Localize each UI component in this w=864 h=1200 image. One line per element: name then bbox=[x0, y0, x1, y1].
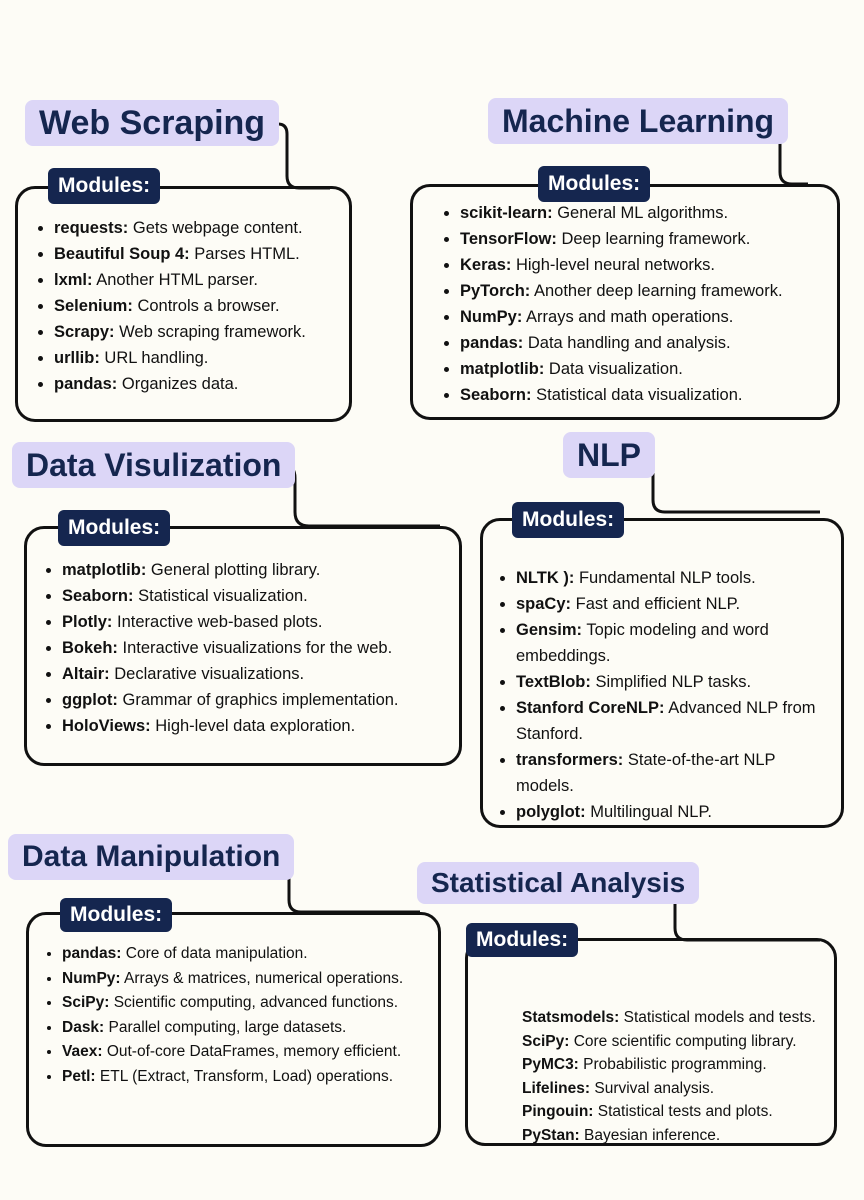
list-item: • scikit-learn: General ML algorithms. bbox=[460, 200, 850, 226]
data-visualization-modules-badge: Modules: bbox=[58, 510, 170, 546]
list-item: • lxml: Another HTML parser. bbox=[54, 267, 364, 293]
data-manipulation-modules-badge: Modules: bbox=[60, 898, 172, 932]
list-item: Pingouin: Statistical tests and plots. bbox=[522, 1103, 773, 1120]
web-scraping-title: Web Scraping bbox=[25, 100, 279, 146]
list-item: • Dask: Parallel computing, large datasets. bbox=[62, 1016, 452, 1041]
list-item: • Beautiful Soup 4: Parses HTML. bbox=[54, 241, 364, 267]
list-item: • Stanford CoreNLP: Advanced NLP from Stanford. bbox=[516, 695, 836, 747]
list-item: • SciPy: Scientific computing, advanced functions. bbox=[62, 991, 452, 1016]
list-item: • matplotlib: General plotting library. bbox=[62, 557, 472, 583]
data-visualization-title: Data Visulization bbox=[12, 442, 295, 488]
list-item: • Vaex: Out-of-core DataFrames, memory efficient. bbox=[62, 1040, 452, 1065]
data-manipulation-module-list bbox=[44, 942, 452, 1089]
list-item: • NumPy: Arrays & matrices, numerical operations. bbox=[62, 967, 452, 992]
list-item: • pandas: Core of data manipulation. bbox=[62, 942, 452, 967]
list-item: • NLTK ): Fundamental NLP tools. bbox=[516, 565, 836, 591]
list-item: • matplotlib: Data visualization. bbox=[460, 356, 850, 382]
data-visualization-module-list bbox=[44, 557, 472, 739]
list-item: • TextBlob: Simplified NLP tasks. bbox=[516, 669, 836, 695]
list-item: • pandas: Organizes data. bbox=[54, 371, 364, 397]
list-item: • ggplot: Grammar of graphics implementation. bbox=[62, 687, 472, 713]
list-item: • Seaborn: Statistical data visualization. bbox=[460, 382, 850, 408]
web-scraping-modules-badge: Modules: bbox=[48, 168, 160, 204]
nlp-module-list bbox=[498, 565, 836, 825]
list-item: • Scrapy: Web scraping framework. bbox=[54, 319, 364, 345]
list-item: • HoloViews: High-level data exploration. bbox=[62, 713, 472, 739]
statistical-analysis-module-list bbox=[522, 1006, 832, 1147]
list-item: Lifelines: Survival analysis. bbox=[522, 1079, 715, 1097]
web-scraping-module-list bbox=[36, 215, 364, 397]
list-item: • NumPy: Arrays and math operations. bbox=[460, 304, 850, 330]
statistical-analysis-title: Statistical Analysis bbox=[417, 862, 699, 904]
list-item: Statsmodels: Statistical models and tests. bbox=[522, 1009, 816, 1026]
list-item: • Petl: ETL (Extract, Transform, Load) operations. bbox=[62, 1065, 452, 1090]
list-item: • urllib: URL handling. bbox=[54, 345, 364, 371]
list-item: PyStan: Bayesian inference. bbox=[522, 1126, 721, 1144]
list-item: • TensorFlow: Deep learning framework. bbox=[460, 226, 850, 252]
list-item: • polyglot: Multilingual NLP. bbox=[516, 799, 836, 825]
list-item: • spaCy: Fast and efficient NLP. bbox=[516, 591, 836, 617]
machine-learning-module-list bbox=[442, 200, 850, 408]
list-item: • Bokeh: Interactive visualizations for the web. bbox=[62, 635, 472, 661]
list-item: • transformers: State-of-the-art NLP models. bbox=[516, 747, 836, 799]
list-item: • Selenium: Controls a browser. bbox=[54, 293, 364, 319]
statistical-analysis-modules-badge: Modules: bbox=[466, 923, 578, 957]
list-item: • Plotly: Interactive web-based plots. bbox=[62, 609, 472, 635]
list-item: SciPy: Core scientific computing library. bbox=[522, 1032, 797, 1050]
list-item: • pandas: Data handling and analysis. bbox=[460, 330, 850, 356]
list-item: • requests: Gets webpage content. bbox=[54, 215, 364, 241]
nlp-modules-badge: Modules: bbox=[512, 502, 624, 538]
list-item: • Altair: Declarative visualizations. bbox=[62, 661, 472, 687]
data-manipulation-title: Data Manipulation bbox=[8, 834, 294, 880]
list-item: • Seaborn: Statistical visualization. bbox=[62, 583, 472, 609]
nlp-title: NLP bbox=[563, 432, 655, 478]
list-item: • PyTorch: Another deep learning framework. bbox=[460, 278, 850, 304]
list-item: • Keras: High-level neural networks. bbox=[460, 252, 850, 278]
machine-learning-modules-badge: Modules: bbox=[538, 166, 650, 202]
list-item: • Gensim: Topic modeling and word embeddings. bbox=[516, 617, 836, 669]
machine-learning-title: Machine Learning bbox=[488, 98, 788, 144]
list-item: PyMC3: Probabilistic programming. bbox=[522, 1056, 767, 1073]
